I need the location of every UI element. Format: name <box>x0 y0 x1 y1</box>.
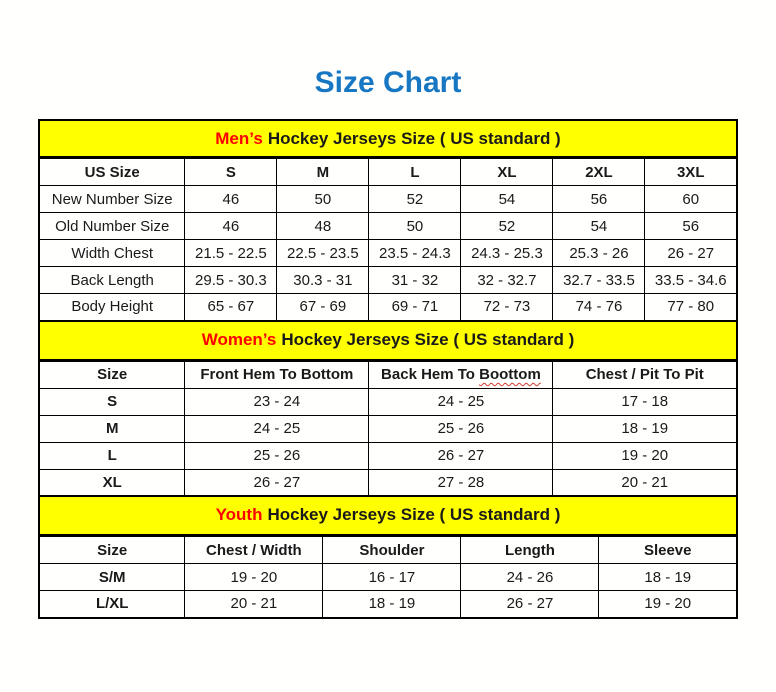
size-cell: 19 - 20 <box>599 591 737 618</box>
table-row <box>39 388 737 415</box>
page-title: Size Chart <box>314 66 462 99</box>
size-cell: 18 - 19 <box>553 415 737 442</box>
size-cell: 19 - 20 <box>185 564 323 591</box>
table-row <box>39 415 737 442</box>
row-label: S <box>39 388 185 415</box>
size-cell: 77 - 80 <box>645 294 737 321</box>
size-cell: 25 - 26 <box>369 415 553 442</box>
size-cell: 29.5 - 30.3 <box>185 267 277 294</box>
youth-size-section <box>38 497 738 619</box>
size-cell: 50 <box>369 213 461 240</box>
womens-section-header-band <box>38 322 738 361</box>
youth-section-title-text: Hockey Jerseys Size ( US standard ) <box>267 505 561 524</box>
size-cell: 24 - 26 <box>461 564 599 591</box>
size-cell: 24.3 - 25.3 <box>461 240 553 267</box>
size-cell: 20 - 21 <box>553 469 737 496</box>
size-cell: 33.5 - 34.6 <box>645 267 737 294</box>
column-header: 3XL <box>645 159 737 186</box>
table-row <box>39 240 737 267</box>
size-cell: 18 - 19 <box>323 591 461 618</box>
table-row <box>39 186 737 213</box>
size-cell: 46 <box>185 213 277 240</box>
row-label: Width Chest <box>39 240 185 267</box>
youth-section-title-highlight: Youth <box>215 505 263 524</box>
table-row <box>39 591 737 618</box>
table-row <box>39 213 737 240</box>
size-cell: 16 - 17 <box>323 564 461 591</box>
size-cell: 67 - 69 <box>277 294 369 321</box>
size-cell: 20 - 21 <box>185 591 323 618</box>
size-cell: 30.3 - 31 <box>277 267 369 294</box>
size-cell: 23.5 - 24.3 <box>369 240 461 267</box>
size-cell: 24 - 25 <box>185 415 369 442</box>
size-cell: 24 - 25 <box>369 388 553 415</box>
column-header: XL <box>461 159 553 186</box>
size-cell: 26 - 27 <box>185 469 369 496</box>
row-label: L <box>39 442 185 469</box>
table-row <box>39 469 737 496</box>
youth-size-grid <box>38 536 738 619</box>
size-cell: 19 - 20 <box>553 442 737 469</box>
size-cell: 69 - 71 <box>369 294 461 321</box>
size-cell: 25 - 26 <box>185 442 369 469</box>
column-header: Length <box>461 537 599 564</box>
column-header: Sleeve <box>599 537 737 564</box>
size-cell: 52 <box>461 213 553 240</box>
column-header: Back Hem To Boottom <box>369 361 553 388</box>
size-cell: 26 - 27 <box>645 240 737 267</box>
size-cell: 32 - 32.7 <box>461 267 553 294</box>
table-row <box>39 442 737 469</box>
size-cell: 22.5 - 23.5 <box>277 240 369 267</box>
mens-section-header-band <box>38 119 738 158</box>
header-row <box>39 537 737 564</box>
column-header: 2XL <box>553 159 645 186</box>
mens-size-section <box>38 119 738 322</box>
column-header: Chest / Pit To Pit <box>553 361 737 388</box>
table-row <box>39 267 737 294</box>
mens-size-grid <box>38 158 738 322</box>
size-cell: 26 - 27 <box>461 591 599 618</box>
column-header: Shoulder <box>323 537 461 564</box>
size-cell: 48 <box>277 213 369 240</box>
womens-section-title-text: Hockey Jerseys Size ( US standard ) <box>281 329 575 349</box>
size-cell: 50 <box>277 186 369 213</box>
column-header: M <box>277 159 369 186</box>
size-cell: 18 - 19 <box>599 564 737 591</box>
size-cell: 17 - 18 <box>553 388 737 415</box>
size-cell: 46 <box>185 186 277 213</box>
size-cell: 21.5 - 22.5 <box>185 240 277 267</box>
youth-section-header-band <box>38 497 738 536</box>
size-cell: 25.3 - 26 <box>553 240 645 267</box>
misspelled-word: Boottom <box>479 366 541 383</box>
row-label: XL <box>39 469 185 496</box>
size-cell: 56 <box>553 186 645 213</box>
size-cell: 23 - 24 <box>185 388 369 415</box>
mens-section-title-text: Hockey Jerseys Size ( US standard ) <box>267 129 561 148</box>
row-label: Body Height <box>39 294 185 321</box>
size-cell: 56 <box>645 213 737 240</box>
column-header: S <box>185 159 277 186</box>
row-label: Old Number Size <box>39 213 185 240</box>
row-label: S/M <box>39 564 185 591</box>
column-header: Size <box>39 537 185 564</box>
column-header: Size <box>39 361 185 388</box>
column-header: US Size <box>39 159 185 186</box>
row-label: New Number Size <box>39 186 185 213</box>
row-label: L/XL <box>39 591 185 618</box>
size-cell: 27 - 28 <box>369 469 553 496</box>
row-label: Back Length <box>39 267 185 294</box>
size-cell: 54 <box>461 186 553 213</box>
row-label: M <box>39 415 185 442</box>
womens-size-section <box>38 322 738 498</box>
size-cell: 32.7 - 33.5 <box>553 267 645 294</box>
table-row <box>39 294 737 321</box>
size-cell: 65 - 67 <box>185 294 277 321</box>
header-row <box>39 159 737 186</box>
womens-section-title-highlight: Women’s <box>201 329 277 349</box>
size-cell: 31 - 32 <box>369 267 461 294</box>
column-header: Front Hem To Bottom <box>185 361 369 388</box>
womens-size-grid <box>38 361 738 498</box>
size-cell: 60 <box>645 186 737 213</box>
size-cell: 72 - 73 <box>461 294 553 321</box>
size-chart <box>38 119 738 619</box>
table-row <box>39 564 737 591</box>
column-header: Chest / Width <box>185 537 323 564</box>
size-cell: 74 - 76 <box>553 294 645 321</box>
mens-section-title-highlight: Men’s <box>215 129 263 148</box>
size-cell: 26 - 27 <box>369 442 553 469</box>
header-row <box>39 361 737 388</box>
size-cell: 52 <box>369 186 461 213</box>
column-header: L <box>369 159 461 186</box>
size-cell: 54 <box>553 213 645 240</box>
